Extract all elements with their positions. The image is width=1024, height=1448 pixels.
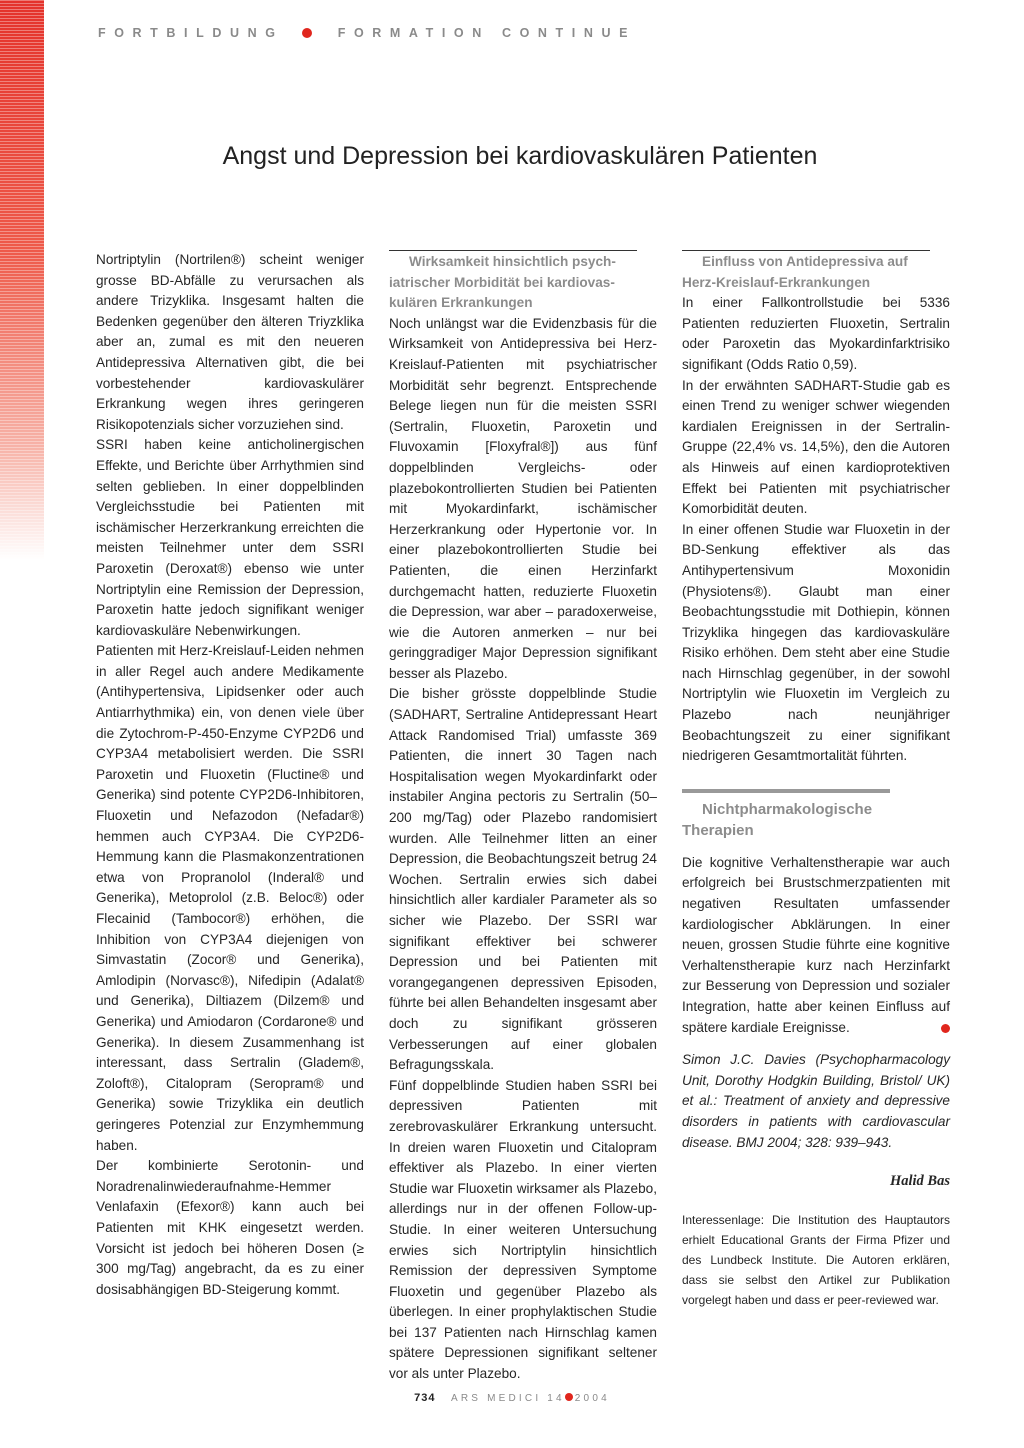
author-name: Halid Bas: [889, 1173, 950, 1190]
running-header: [98, 26, 636, 40]
column-1: [96, 250, 364, 1300]
reference: Simon J.C. Davies (Psychopharmacology Unit, Dorothy Hodgkin Building, Bristol/ UK) et al.: Treatment of anxiety and depressive disorders in patients with cardiovascular disease. BMJ 2004; 328: 939–943.: [682, 1052, 950, 1150]
section-rule: [682, 250, 930, 251]
paragraph: In einer Fallkontrollstudie bei 5336 Patienten reduzierten Fluoxetin, Sertralin oder Paroxetin das Myokardinfarktrisiko signifikant (Odds Ratio 0,59).: [682, 295, 950, 372]
bullet-dot-icon: [565, 1393, 573, 1401]
section-heading-nonpharma: Nichtpharmakologische Therapien: [682, 800, 873, 839]
paragraph: Die bisher grösste doppelblinde Studie (SADHART, Sertraline Antidepressant Heart Attack Randomised Trial) umfasste 369 Patienten, die innert 30 Tagen nach Hospitalisation wegen Myokardinfarkt oder instabiler Angina pectoris zu Sertralin (50–200 mg/Tag) oder Plazebo randomisiert wurden. Alle Teilnehmer litten an einer Depression, die Beobachtungszeit betrug 24 Wochen. Sertralin erwies sich dabei hinsichtlich aller kardialer Parameter als so sicher wie Plazebo. Der SSRI war signifikant effektiver bei schwerer Depression und bei Patienten mit vorangegangenen depressiven Episoden, führte bei allen Behandelten insgesamt aber doch zu signifikant grösseren Verbesserungen auf einer globalen Befragungsskala.: [389, 686, 657, 1073]
paragraph: Fünf doppelblinde Studien haben SSRI bei depressiven Patienten mit zerebrovaskulärer Erkrankung untersucht. In dreien waren Fluoxetin und Citalopram effektiver als Plazebo. In einer vierten Studie war Fluoxetin wirksamer als Plazebo, allerdings nur in der offenen Follow-up-Studie. In einer weiteren Untersuchung erwies sich Nortriptylin hinsichtlich Remission der depressiven Symptome Fluoxetin und gegenüber Plazebo als überlegen. In einer prophylaktischen Studie bei 137 Patienten nach Hirnschlag kamen spätere Depressionen signifikant seltener vor als unter Plazebo.: [389, 1077, 657, 1382]
page-footer: [0, 1392, 1024, 1404]
section-heading-influence: Einfluss von Antidepressiva auf Herz-Kreislauf-Erkrankungen: [682, 254, 908, 290]
column-2: [389, 250, 657, 1385]
paragraph: Nortriptylin (Nortrilen®) scheint weniger grosse BD-Abfälle zu verursachen als andere Trizyklika. Insgesamt halten die Bedenken gegenüber den älteren Triyzklika aber an, zumal es mit den neueren Antidepressiva Alternativen gibt, die bei vorbestehender kardiovaskulärer Erkrankung wegen ihres geringeren Risikopotenzials sicher vorzuziehen sind.: [96, 252, 364, 432]
article-title: Angst und Depression bei kardiovaskulären Patienten: [222, 142, 818, 170]
bullet-dot-icon: [302, 28, 312, 38]
section-label-fr: FORMATION CONTINUE: [337, 26, 637, 40]
section-rule-thick: [682, 789, 890, 793]
end-of-article-dot-icon: [941, 1024, 950, 1033]
page-number: 734: [414, 1392, 436, 1404]
section-rule: [389, 250, 637, 251]
decorative-edge-stripe: [0, 0, 44, 560]
journal-year: 2004: [574, 1393, 610, 1404]
column-3: [682, 250, 950, 1310]
paragraph: Die kognitive Verhaltenstherapie war auch erfolgreich bei Brustschmerzpatienten mit negativen Resultaten umfassender kardiologischer Abklärungen. In einer neuen, grossen Studie führte eine kognitive Verhaltenstherapie kurz nach Herzinfarkt zur Besserung von Depression und sozialer Integration, hatte aber keinen Einfluss auf spätere kardiale Ereignisse.: [682, 854, 950, 1035]
paragraph: SSRI haben keine anticholinergischen Effekte, und Berichte über Arrhythmien sind selten geblieben. In einer doppelblinden Vergleichsstudie bei Patienten mit ischämischer Herzerkrankung erreichten die meisten Teilnehmer unter dem SSRI Paroxetin (Deroxat®) ebenso wie unter Nortriptylin eine Remission der Depression, Paroxetin hatte jedoch signifikant weniger kardiovaskuläre Nebenwirkungen.: [96, 437, 364, 638]
section-heading-efficacy: Wirksamkeit hinsichtlich psych- iatrischer Morbidität bei kardiovas- kulären Erkrankungen: [389, 254, 616, 311]
paragraph: In einer offenen Studie war Fluoxetin in der BD-Senkung effektiver als das Antihypertensivum Moxonidin (Physiotens®). Glaubt man einer Beobachtungsstudie mit Dothiepin, können Trizyklika hingegen das kardiovaskuläre Risiko erhöhen. Dem steht aber eine Studie nach Hirnschlag gegenüber, in der sowohl Nortriptylin wie Fluoxetin im Vergleich zu Plazebo nach neunjähriger Beobachtungszeit zu einer signifikant niedrigeren Gesamtmortalität führten.: [682, 521, 950, 764]
conflict-of-interest: Interessenlage: Die Institution des Hauptautors erhielt Educational Grants der Firma Pfizer und des Lundbeck Institute. Die Autoren erklären, dass sie selbst den Artikel zur Publikation vorgelegt haben und dass er peer-reviewed war.: [682, 1212, 950, 1307]
paragraph: Der kombinierte Serotonin- und Noradrenalinwiederaufnahme-Hemmer Venlafaxin (Efexor®) kann auch bei Patienten mit KHK eingesetzt werden. Vorsicht ist jedoch bei höheren Dosen (≥ 300 mg/Tag) angebracht, da es zu einer dosisabhängigen BD-Steigerung kommt.: [96, 1158, 364, 1297]
journal-name: ARS MEDICI 14: [450, 1393, 565, 1404]
paragraph: Noch unlängst war die Evidenzbasis für die Wirksamkeit von Antidepressiva bei Herz-Kreislauf-Patienten mit psychiatrischer Morbidität sehr begrenzt. Entsprechende Belege liegen nun für die meisten SSRI (Sertralin, Fluoxetin, Paroxetin und Fluvoxamin [Floxyfral®]) aus fünf doppelblinden Vergleichs- oder plazebokontrollierten Studien bei Patienten mit Myokardinfarkt, ischämischer Herzerkrankung oder Hypertonie vor. In einer plazebokontrollierten Studie bei Patienten, die einen Herzinfarkt durchgemacht hatten, reduzierte Fluoxetin die Depression, war aber – paradoxerweise, wie die Autoren anmerken – nur bei geringgradiger Major Depression signifikant besser als Plazebo.: [389, 315, 657, 681]
paragraph: In der erwähnten SADHART-Studie gab es einen Trend zu weniger schwer wiegenden kardialen Ereignissen in der Sertralin-Gruppe (22,4% vs. 14,5%), den die Autoren als Hinweis auf einen kardioprotektiven Effekt bei Patienten mit psychiatrischer Komorbidität deuten.: [682, 377, 950, 517]
paragraph: Patienten mit Herz-Kreislauf-Leiden nehmen in aller Regel auch andere Medikamente (Antihypertensiva, Lipidsenker oder auch Antiarrhythmika) ein, von denen viele über die Zytochrom-P-450-Enzyme CYP2D6 und CYP3A4 metabolisiert werden. Die SSRI Paroxetin und Fluoxetin (Fluctine® und Generika) sind potente CYP2D6-Inhibitoren, Fluoxetin und Nefazodon (Nefadar®) hemmen auch CYP3A4. Die CYP2D6-Hemmung kann die Plasmakonzentrationen etwa von Propranolol (Inderal® und Generika), Metoprolol (z.B. Beloc®) oder Flecainid (Tambocor®) erhöhen, die Inhibition von CYP3A4 diejenigen von Simvastatin (Zocor® und Generika), Amlodipin (Norvasc®), Nifedipin (Adalat® und Generika), Diltiazem (Dilzem® und Generika) und Amiodaron (Cordarone® und Generika). In diesem Zusammenhang ist interessant, dass Sertralin (Gladem®, Zoloft®), Citalopram (Seropram® und Generika) sowie Trizyklika ein deutlich geringeres Potenzial zur Enzymhemmung haben.: [96, 643, 364, 1153]
section-label-de: FORTBILDUNG: [98, 26, 284, 40]
